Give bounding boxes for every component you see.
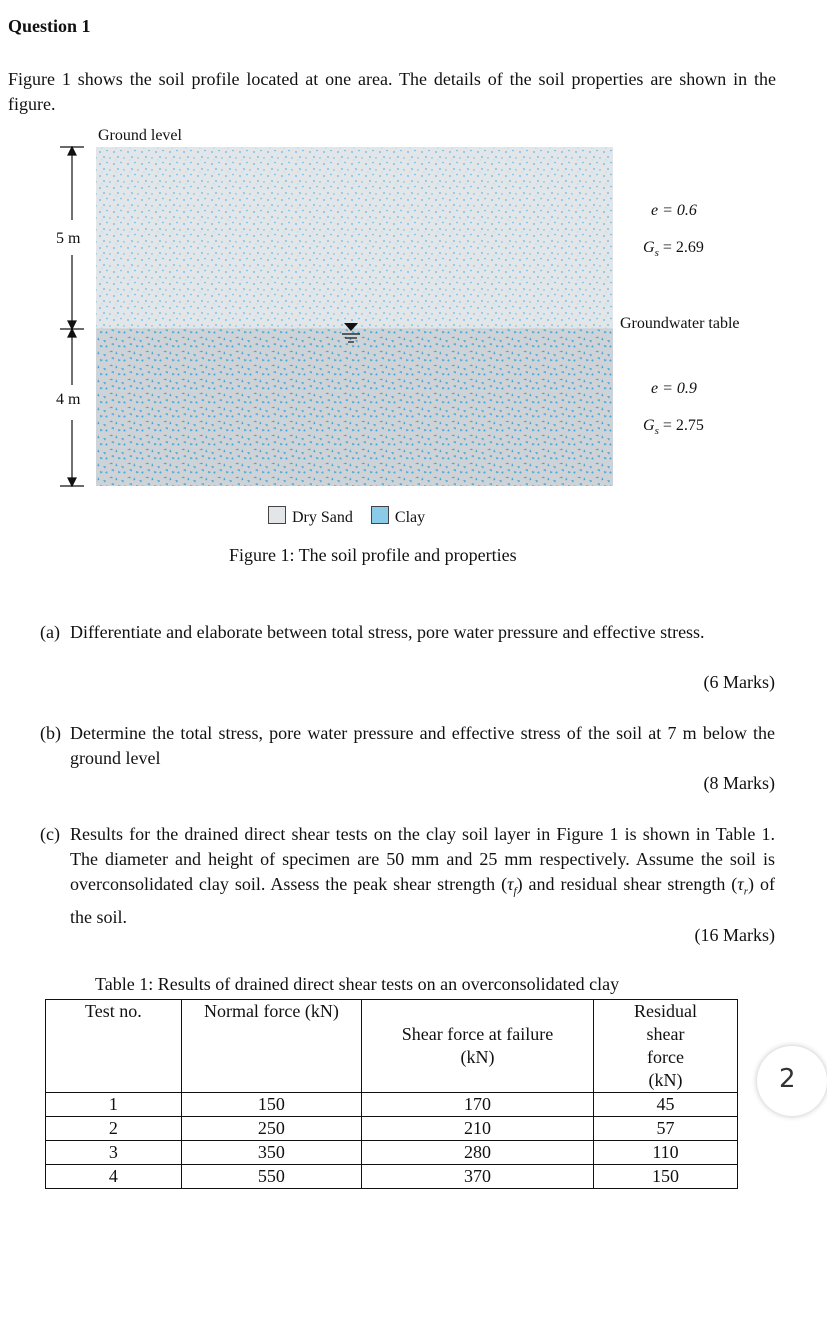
cell: 250 xyxy=(181,1117,361,1141)
soil-profile-figure xyxy=(0,125,787,575)
cell: 3 xyxy=(46,1141,182,1165)
question-a-marks: (6 Marks) xyxy=(703,672,775,692)
question-c-text: Results for the drained direct shear tests on the clay soil layer in Figure 1 is shown in Table 1. The diameter and height of specimen are 50 mm and 25 mm respectively. Assume the soil is overconsolidated clay soil. Assess the peak shear strength $(\tau_f)$ and residual shear strength $(\tau_r)$ of the soil. xyxy=(70,824,775,927)
cell: 110 xyxy=(594,1141,738,1165)
figure-caption: Figure 1: The soil profile and properties xyxy=(229,545,517,565)
table-row xyxy=(46,1093,738,1117)
specific-gravity-top: $G_s = 2.69$ xyxy=(643,239,704,260)
question-b xyxy=(40,721,775,771)
cell: 2 xyxy=(46,1117,182,1141)
question-b-text: Determine the total stress, pore water pressure and effective stress of the soil at 7 m below the ground level xyxy=(70,723,775,768)
cell: 370 xyxy=(362,1165,594,1189)
specific-gravity-bottom: $G_s = 2.75$ xyxy=(643,417,704,438)
ground-level-label: Ground level xyxy=(98,127,182,144)
question-b-label: (b) xyxy=(40,723,61,743)
question-c-label: (c) xyxy=(40,824,60,844)
header-normal-force: Normal force (kN) xyxy=(181,1000,361,1093)
question-c xyxy=(40,822,775,930)
cell: 170 xyxy=(362,1093,594,1117)
cell: 1 xyxy=(46,1093,182,1117)
cell: 280 xyxy=(362,1141,594,1165)
header-test-no: Test no. xyxy=(46,1000,182,1093)
table-row xyxy=(46,1117,738,1141)
legend xyxy=(268,506,425,527)
legend-clay: Clay xyxy=(394,509,426,526)
cell: 4 xyxy=(46,1165,182,1189)
question-a xyxy=(40,620,775,645)
header-residual-force: Residual shear force (kN) xyxy=(594,1000,738,1093)
question-a-label: (a) xyxy=(40,622,60,642)
question-c-marks: (16 Marks) xyxy=(694,925,775,945)
dry-sand-swatch xyxy=(268,506,286,524)
dimension-lines xyxy=(60,147,84,486)
table-row xyxy=(46,1165,738,1189)
table-row xyxy=(46,1141,738,1165)
question-a-text: Differentiate and elaborate between total stress, pore water pressure and effective stress. xyxy=(70,622,705,642)
clay-swatch xyxy=(371,506,389,524)
table-caption: Table 1: Results of drained direct shear tests on an overconsolidated clay xyxy=(95,974,620,994)
cell: 350 xyxy=(181,1141,361,1165)
intro-paragraph: Figure 1 shows the soil profile located at one area. The details of the soil properties are shown in the figure. xyxy=(8,69,776,114)
void-ratio-bottom: e = 0.9 xyxy=(651,380,697,397)
question-b-marks: (8 Marks) xyxy=(703,773,775,793)
depth-bottom-label: 4 m xyxy=(56,391,81,408)
cell: 57 xyxy=(594,1117,738,1141)
cell: 150 xyxy=(181,1093,361,1117)
floating-scroll-button[interactable] xyxy=(757,1046,827,1116)
cell: 550 xyxy=(181,1165,361,1189)
header-shear-force: Shear force at failure (kN) xyxy=(362,1000,594,1093)
dry-sand-layer xyxy=(96,147,613,329)
results-table xyxy=(45,999,738,1189)
cell: 150 xyxy=(594,1165,738,1189)
cell: 45 xyxy=(594,1093,738,1117)
question-heading: Question 1 xyxy=(8,16,91,36)
clay-layer xyxy=(96,329,613,486)
depth-top-label: 5 m xyxy=(56,230,81,247)
cell: 210 xyxy=(362,1117,594,1141)
legend-dry-sand: Dry Sand xyxy=(292,509,353,526)
floating-button-glyph: 2 xyxy=(779,1064,796,1094)
table-header-row xyxy=(46,1000,738,1093)
groundwater-table-label: Groundwater table xyxy=(620,315,740,332)
void-ratio-top: e = 0.6 xyxy=(651,202,697,219)
